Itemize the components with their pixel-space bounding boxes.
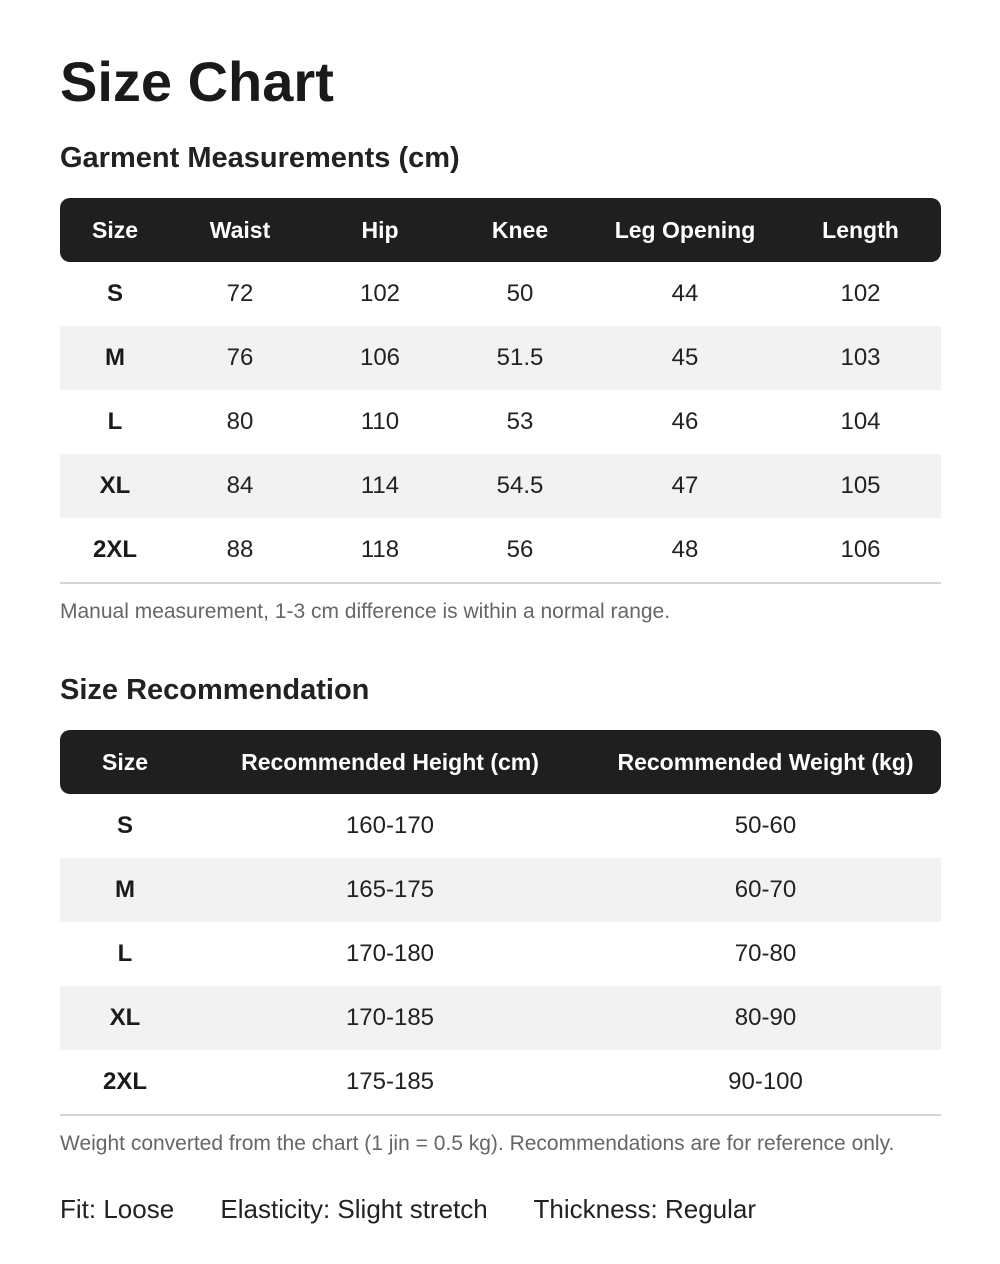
leg-opening-cell: 45 [590,326,780,390]
leg-opening-cell: 44 [671,280,699,307]
size-cell: 2XL [102,1068,147,1095]
leg-opening-cell: 46 [671,408,699,435]
length-cell: 105 [780,454,941,518]
column-header-leg-opening: Leg Opening [590,198,780,262]
hip-cell: 118 [360,536,400,563]
table-row [60,262,941,326]
waist-cell: 80 [226,408,254,435]
size-cell: S [116,812,133,839]
length-cell: 104 [840,408,881,435]
size-recommendation-heading: Size Recommendation [60,674,370,706]
size-cell: L [107,408,123,435]
table-header-row [60,730,941,794]
table-row [60,326,941,390]
length-cell: 106 [840,536,881,563]
table-row [60,454,941,518]
height-cell: 170-185 [190,986,590,1050]
length-cell: 102 [840,280,881,307]
table-row [60,390,941,454]
table-row [60,518,941,582]
column-header-size: Size [60,730,190,794]
weight-cell: 80-90 [590,986,941,1050]
height-cell: 175-185 [345,1068,435,1095]
size-cell: XL [60,986,190,1050]
column-header-waist: Waist [170,198,310,262]
hip-cell: 110 [360,408,400,435]
table-row [60,858,941,922]
fit-attribute: Fit: Loose [60,1194,175,1224]
waist-cell: 76 [170,326,310,390]
hip-cell: 114 [310,454,450,518]
weight-cell: 90-100 [728,1068,803,1095]
elasticity-attribute: Elasticity: Slight stretch [220,1194,488,1224]
table-header-row [60,198,941,262]
garment-measurements-table [60,198,941,582]
height-cell: 160-170 [345,812,435,839]
knee-cell: 50 [506,280,534,307]
table-row [60,794,941,858]
column-header-length: Length [780,198,941,262]
table-row [60,1050,941,1114]
height-cell: 170-180 [345,940,435,967]
height-cell: 165-175 [190,858,590,922]
hip-cell: 106 [310,326,450,390]
weight-cell: 60-70 [590,858,941,922]
hip-cell: 102 [359,280,401,307]
size-cell: M [60,858,190,922]
product-attributes [60,1193,795,1225]
weight-cell: 50-60 [734,812,797,839]
column-header-recommended-weight: Recommended Weight (kg) [590,730,941,794]
size-cell: 2XL [92,536,137,563]
size-cell: S [106,280,123,307]
column-header-size: Size [60,198,170,262]
size-recommendation-table [60,730,941,1114]
length-cell: 103 [780,326,941,390]
size-cell: M [60,326,170,390]
column-header-knee: Knee [450,198,590,262]
garment-measurements-heading: Garment Measurements (cm) [60,142,460,174]
leg-opening-cell: 48 [671,536,699,563]
weight-cell: 70-80 [734,940,797,967]
size-cell: L [117,940,133,967]
knee-cell: 51.5 [450,326,590,390]
waist-cell: 84 [170,454,310,518]
waist-cell: 72 [226,280,254,307]
leg-opening-cell: 47 [590,454,780,518]
page-title: Size Chart [60,50,334,113]
table-divider [60,1114,941,1116]
size-cell: XL [60,454,170,518]
thickness-attribute: Thickness: Regular [533,1194,757,1224]
column-header-hip: Hip [310,198,450,262]
knee-cell: 56 [506,536,534,563]
knee-cell: 54.5 [450,454,590,518]
measurement-note: Manual measurement, 1-3 cm difference is within a normal range. [60,600,671,623]
table-row [60,922,941,986]
waist-cell: 88 [226,536,254,563]
table-divider [60,582,941,584]
knee-cell: 53 [506,408,534,435]
column-header-recommended-height: Recommended Height (cm) [190,730,590,794]
recommendation-note: Weight converted from the chart (1 jin = 0.5 kg). Recommendations are for reference only. [60,1132,895,1155]
table-row [60,986,941,1050]
